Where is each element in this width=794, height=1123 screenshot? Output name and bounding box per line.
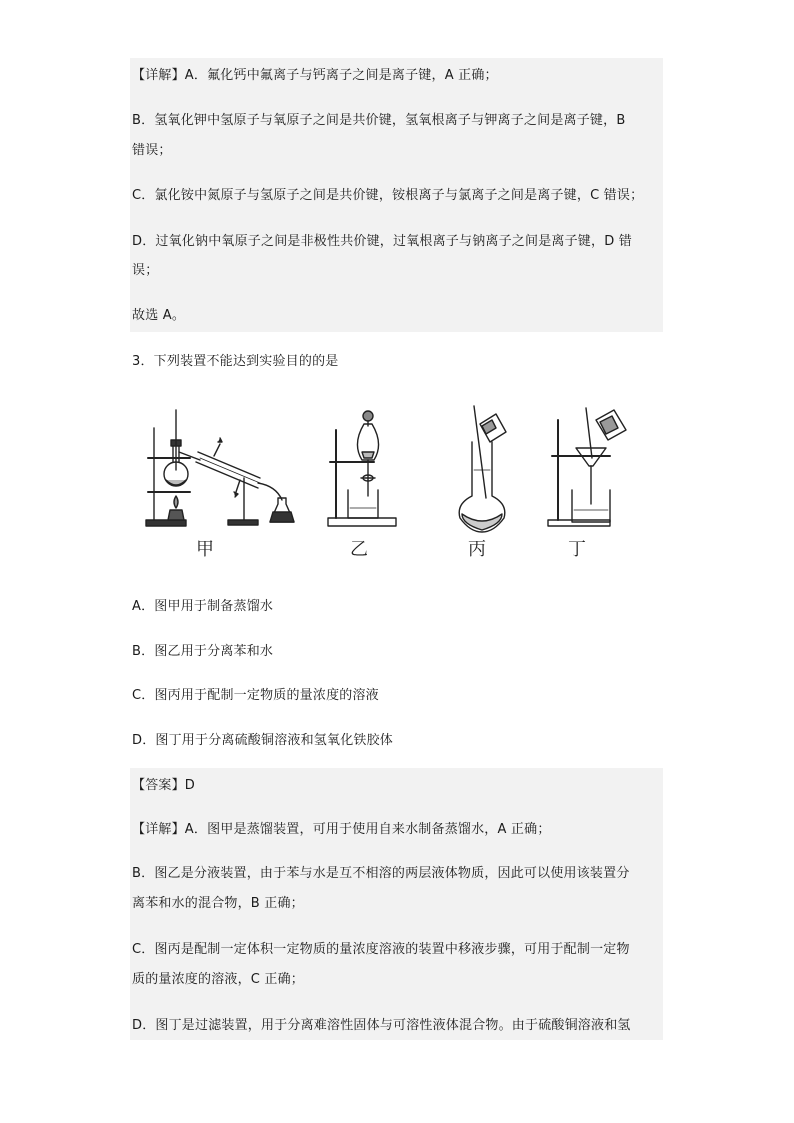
option-c: C．图丙用于配制一定物质的量浓度的溶液 [132,688,379,703]
distillation-apparatus [146,410,294,526]
figure-label-ding: 丁 [568,539,586,560]
answer-explanation-d-line1: D．图丁是过滤装置，用于分离难溶性固体与可溶性液体混合物。由于硫酸铜溶液和氢 [132,1018,631,1033]
explanation-conclusion: 故选 A。 [132,308,186,323]
volumetric-flask-apparatus [459,406,506,532]
answer-explanation-b-line2: 离苯和水的混合物，B 正确； [132,896,304,911]
answer-explanation-b-line1: B．图乙是分液装置，由于苯与水是互不相溶的两层液体物质，因此可以使用该装置分 [132,866,630,881]
explanation-d-line2: 误； [132,263,159,278]
explanation-b-line2: 错误； [132,143,172,158]
answer-label: 【答案】D [132,778,196,793]
explanation-d-line1: D．过氧化钠中氧原子之间是非极性共价键，过氧根离子与钠离子之间是离子键，D 错 [132,234,632,249]
option-d: D．图丁用于分离硫酸铜溶液和氢氧化铁胶体 [132,733,394,748]
answer-explanation-c-line2: 质的量浓度的溶液，C 正确； [132,972,305,987]
figure-label-jia: 甲 [196,539,214,560]
figure-label-yi: 乙 [350,539,368,560]
option-b: B．图乙用于分离苯和水 [132,644,274,659]
filtration-apparatus [548,408,626,526]
figure-label-bing: 丙 [468,539,486,560]
separatory-funnel-apparatus [328,411,396,526]
explanation-c: C．氯化铵中氮原子与氢原子之间是共价键，铵根离子与氯离子之间是离子键，C 错误； [132,188,644,203]
explanation-b-line1: B．氢氧化钾中氢原子与氧原子之间是共价键，氢氧根离子与钾离子之间是离子键，B [132,113,626,128]
question-3-stem: 3．下列装置不能达到实验目的的是 [132,354,339,369]
answer-explanation-c-line1: C．图丙是配制一定体积一定物质的量浓度溶液的装置中移液步骤，可用于配制一定物 [132,942,630,957]
option-a: A．图甲用于制备蒸馏水 [132,599,274,614]
answer-explanation-a: 【详解】A．图甲是蒸馏装置，可用于使用自来水制备蒸馏水，A 正确； [132,822,551,837]
explanation-a: 【详解】A．氟化钙中氟离子与钙离子之间是离子键，A 正确； [132,68,498,83]
